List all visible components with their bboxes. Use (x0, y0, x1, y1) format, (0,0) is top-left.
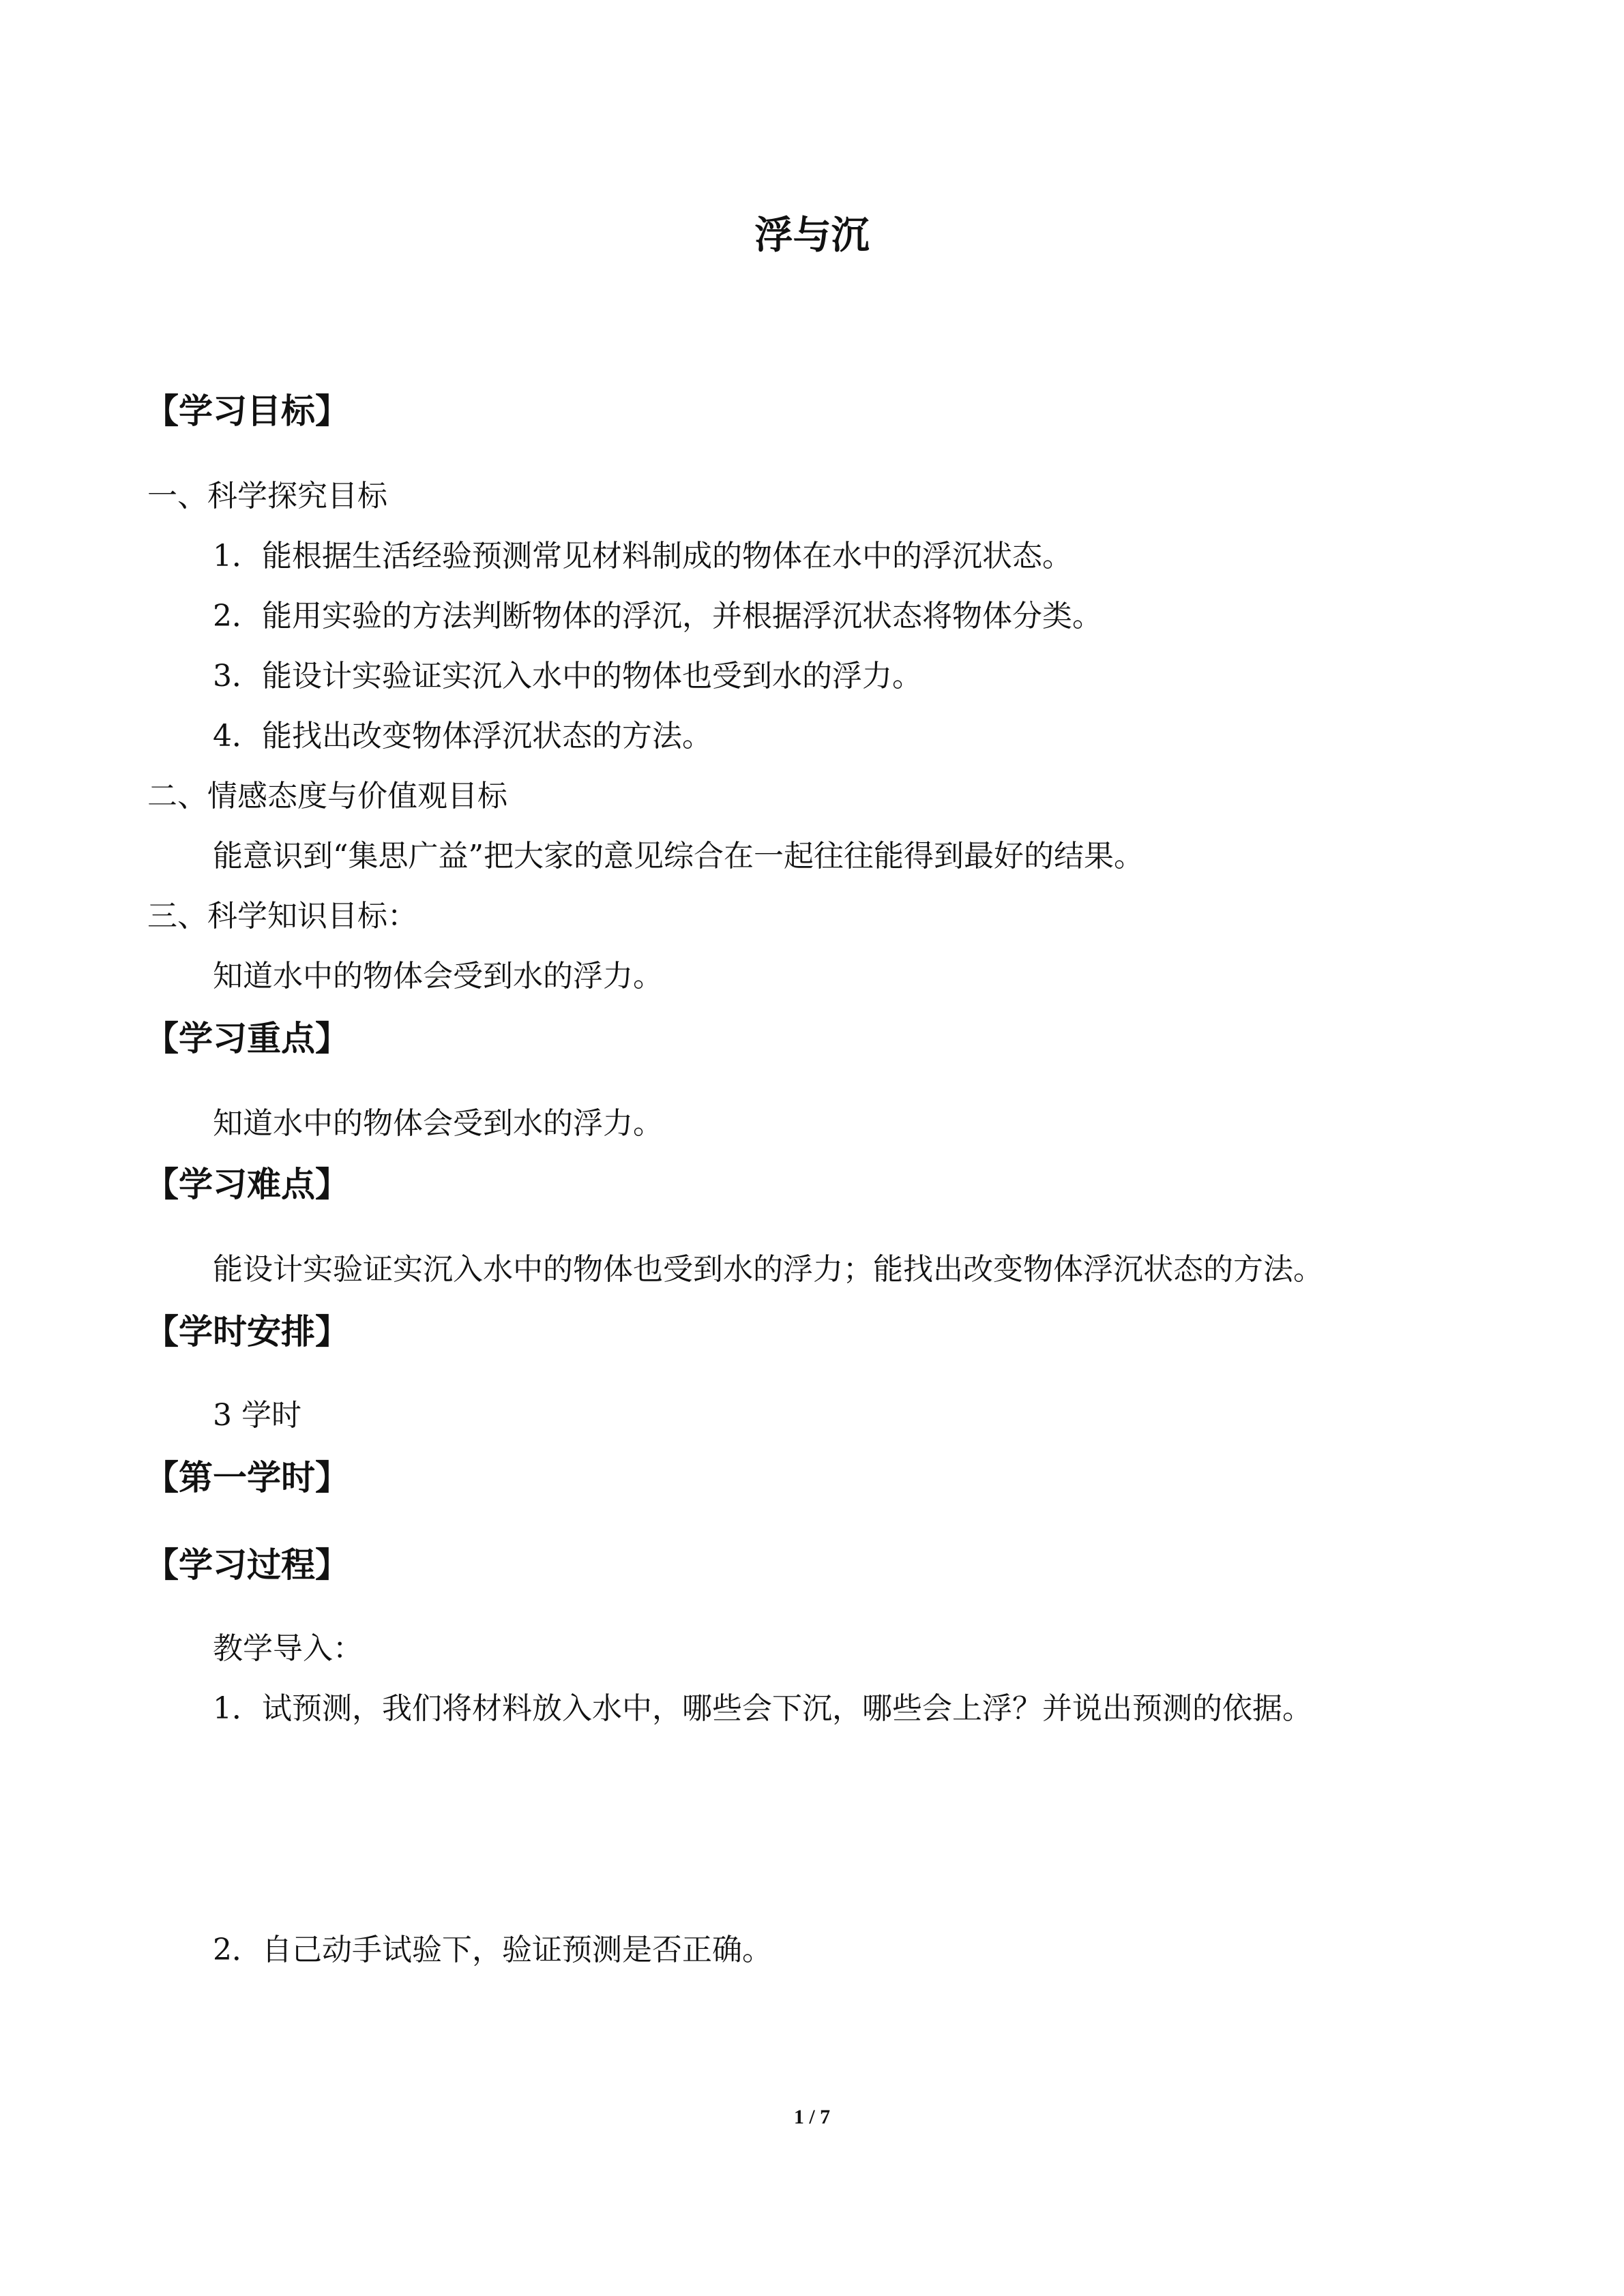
process-intro: 教学导入： (213, 1631, 363, 1666)
key-point-text: 知道水中的物体会受到水的浮力。 (213, 1106, 663, 1141)
section-3-title: 三、科学知识目标： (147, 899, 417, 934)
section-2-text: 能意识到“集思广益”把大家的意见综合在一起往往能得到最好的结果。 (213, 839, 1144, 874)
difficulty-text: 能设计实验证实沉入水中的物体也受到水的浮力；能找出改变物体浮沉状态的方法。 (213, 1252, 1323, 1287)
heading-goals: 【学习目标】 (145, 391, 349, 431)
section-1-title: 一、科学探究目标 (147, 479, 387, 513)
heading-first-lesson: 【第一学时】 (145, 1458, 349, 1497)
goal-item-4: 4．能找出改变物体浮沉状态的方法。 (213, 719, 712, 754)
heading-key-point: 【学习重点】 (145, 1019, 349, 1058)
goal-item-2: 2．能用实验的方法判断物体的浮沉，并根据浮沉状态将物体分类。 (213, 599, 1102, 633)
schedule-text: 3 学时 (213, 1398, 301, 1433)
heading-process: 【学习过程】 (145, 1545, 349, 1585)
heading-difficulty: 【学习难点】 (145, 1165, 349, 1204)
section-3-text: 知道水中的物体会受到水的浮力。 (213, 959, 663, 994)
page-number: 1 / 7 (793, 2106, 831, 2128)
goal-item-3: 3．能设计实验证实沉入水中的物体也受到水的浮力。 (213, 659, 922, 694)
section-2-title: 二、情感态度与价值观目标 (147, 779, 507, 814)
process-question-1: 1．试预测，我们将材料放入水中，哪些会下沉，哪些会上浮？并说出预测的依据。 (213, 1691, 1312, 1726)
heading-schedule: 【学时安排】 (145, 1312, 349, 1352)
process-question-2: 2．自己动手试验下，验证预测是否正确。 (213, 1933, 772, 1967)
page-title: 浮与沉 (754, 213, 870, 258)
goal-item-1: 1．能根据生活经验预测常见材料制成的物体在水中的浮沉状态。 (213, 539, 1072, 573)
